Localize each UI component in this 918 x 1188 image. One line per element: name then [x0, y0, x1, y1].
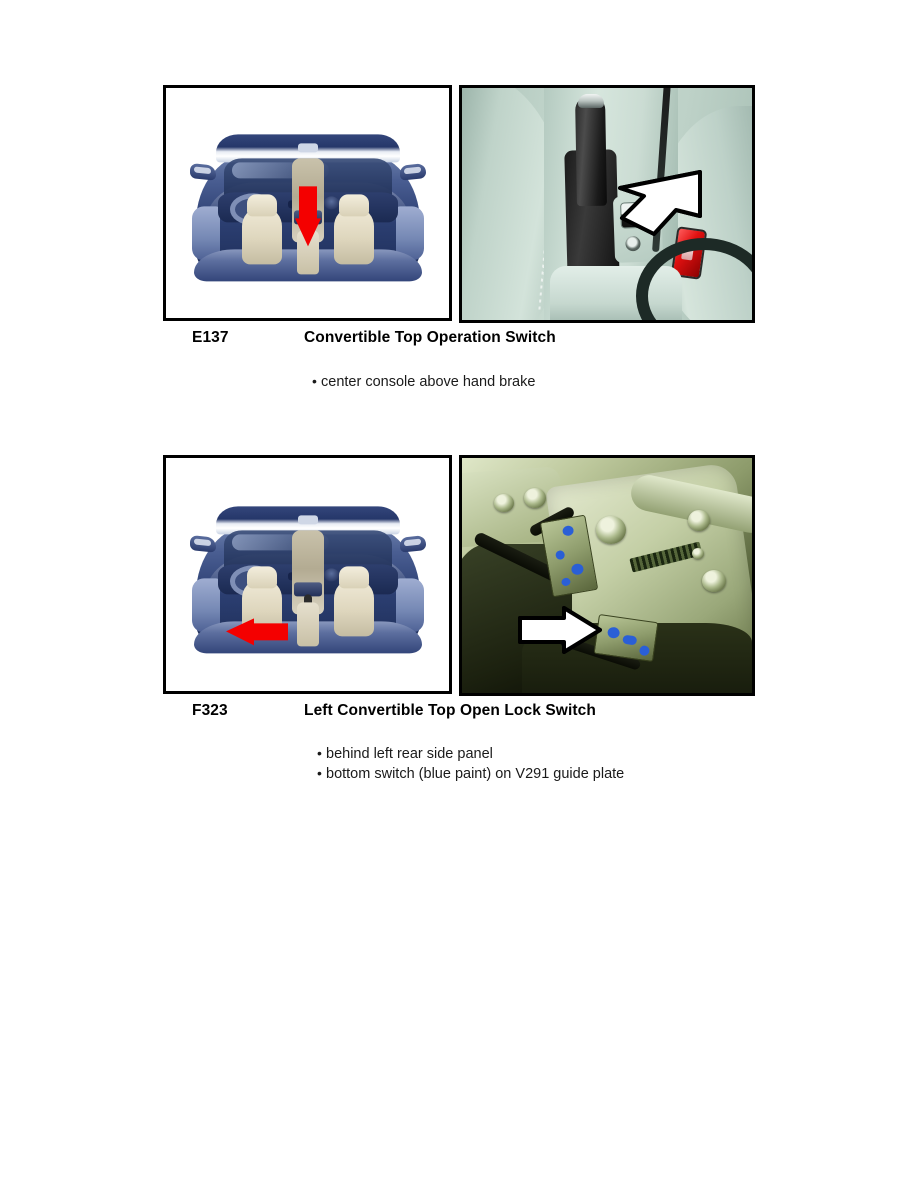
blue-paint-mark-bottom-1	[607, 626, 620, 639]
arrow-shaft	[252, 623, 288, 640]
driver-headrest	[247, 566, 277, 588]
mirror-glass-left	[194, 166, 211, 174]
figure-title: Left Convertible Top Open Lock Switch	[304, 702, 596, 719]
bullet-dot-icon: •	[312, 373, 317, 389]
mirror-glass-right	[404, 167, 421, 175]
white-callout-arrow-icon	[580, 166, 704, 250]
bolt-upper-right	[688, 510, 710, 531]
illustration-panel-e137	[163, 85, 452, 321]
photo-stage-lock-mechanism	[462, 458, 752, 693]
driver-seat	[242, 208, 282, 264]
figure-block-f323	[163, 455, 755, 696]
note-text: bottom switch (blue paint) on V291 guide plate	[326, 766, 625, 782]
hand-brake-release-button	[578, 94, 604, 108]
white-callout-arrow-icon	[516, 606, 604, 656]
blue-paint-mark-upper-3	[571, 563, 585, 576]
mirror-left	[190, 163, 216, 181]
mirror-right	[400, 163, 426, 181]
arrow-shaft	[299, 186, 317, 220]
bolt-center	[596, 516, 626, 544]
bolt-small-right	[692, 548, 704, 559]
figure-code: F323	[192, 702, 228, 719]
red-callout-arrow-down-icon	[295, 186, 321, 246]
mirror-right	[400, 534, 426, 552]
figure-caption-f323	[192, 702, 752, 722]
guide-plate-mechanism-photo	[462, 458, 752, 693]
blue-paint-mark-upper-1	[562, 525, 575, 537]
illustration-stage	[166, 458, 449, 691]
top-frame-latch	[298, 515, 318, 524]
vw-beetle-convertible-illustration	[192, 506, 424, 649]
center-console-photo	[462, 88, 752, 320]
bullet-dot-icon: •	[317, 765, 322, 781]
bolt-upper-left	[494, 494, 514, 512]
bolt-upper-left-2	[524, 488, 546, 508]
mirror-glass-right	[404, 538, 421, 546]
figure-notes-e137	[312, 372, 535, 392]
blue-paint-mark-upper-4	[561, 577, 571, 586]
bolt-right	[702, 570, 726, 592]
passenger-headrest	[339, 194, 369, 216]
passenger-seat	[334, 580, 374, 636]
passenger-headrest	[339, 566, 369, 588]
instrument-gauge-2	[324, 568, 339, 581]
top-frame-latch	[298, 143, 318, 152]
figure-notes-f323	[317, 744, 624, 784]
note-line	[317, 744, 624, 764]
note-text: center console above hand brake	[321, 374, 536, 390]
figure-block-e137	[163, 85, 755, 323]
driver-headrest	[247, 194, 277, 216]
figure-code: E137	[192, 329, 229, 346]
mirror-left	[190, 534, 216, 552]
note-line	[317, 764, 624, 784]
arrow-head	[226, 618, 254, 645]
arrow-head	[295, 218, 321, 246]
passenger-seat	[334, 208, 374, 264]
note-text: behind left rear side panel	[326, 746, 493, 762]
vw-beetle-convertible-illustration	[192, 134, 424, 277]
illustration-stage	[166, 88, 449, 318]
figure-title: Convertible Top Operation Switch	[304, 329, 556, 346]
blue-paint-mark-bottom-2	[622, 635, 637, 646]
blue-paint-mark-bottom-3	[639, 645, 650, 656]
photo-panel-f323	[459, 455, 755, 696]
photo-stage-center-console	[462, 88, 752, 320]
center-console-tunnel	[297, 602, 319, 646]
figure-caption-e137	[192, 329, 752, 349]
illustration-panel-f323	[163, 455, 452, 694]
mirror-glass-left	[194, 538, 211, 546]
note-line	[312, 372, 535, 392]
photo-panel-e137	[459, 85, 755, 323]
bullet-dot-icon: •	[317, 745, 322, 761]
blue-paint-mark-upper-2	[555, 550, 565, 560]
instrument-gauge-2	[324, 196, 339, 209]
red-callout-arrow-left-icon	[226, 618, 288, 645]
